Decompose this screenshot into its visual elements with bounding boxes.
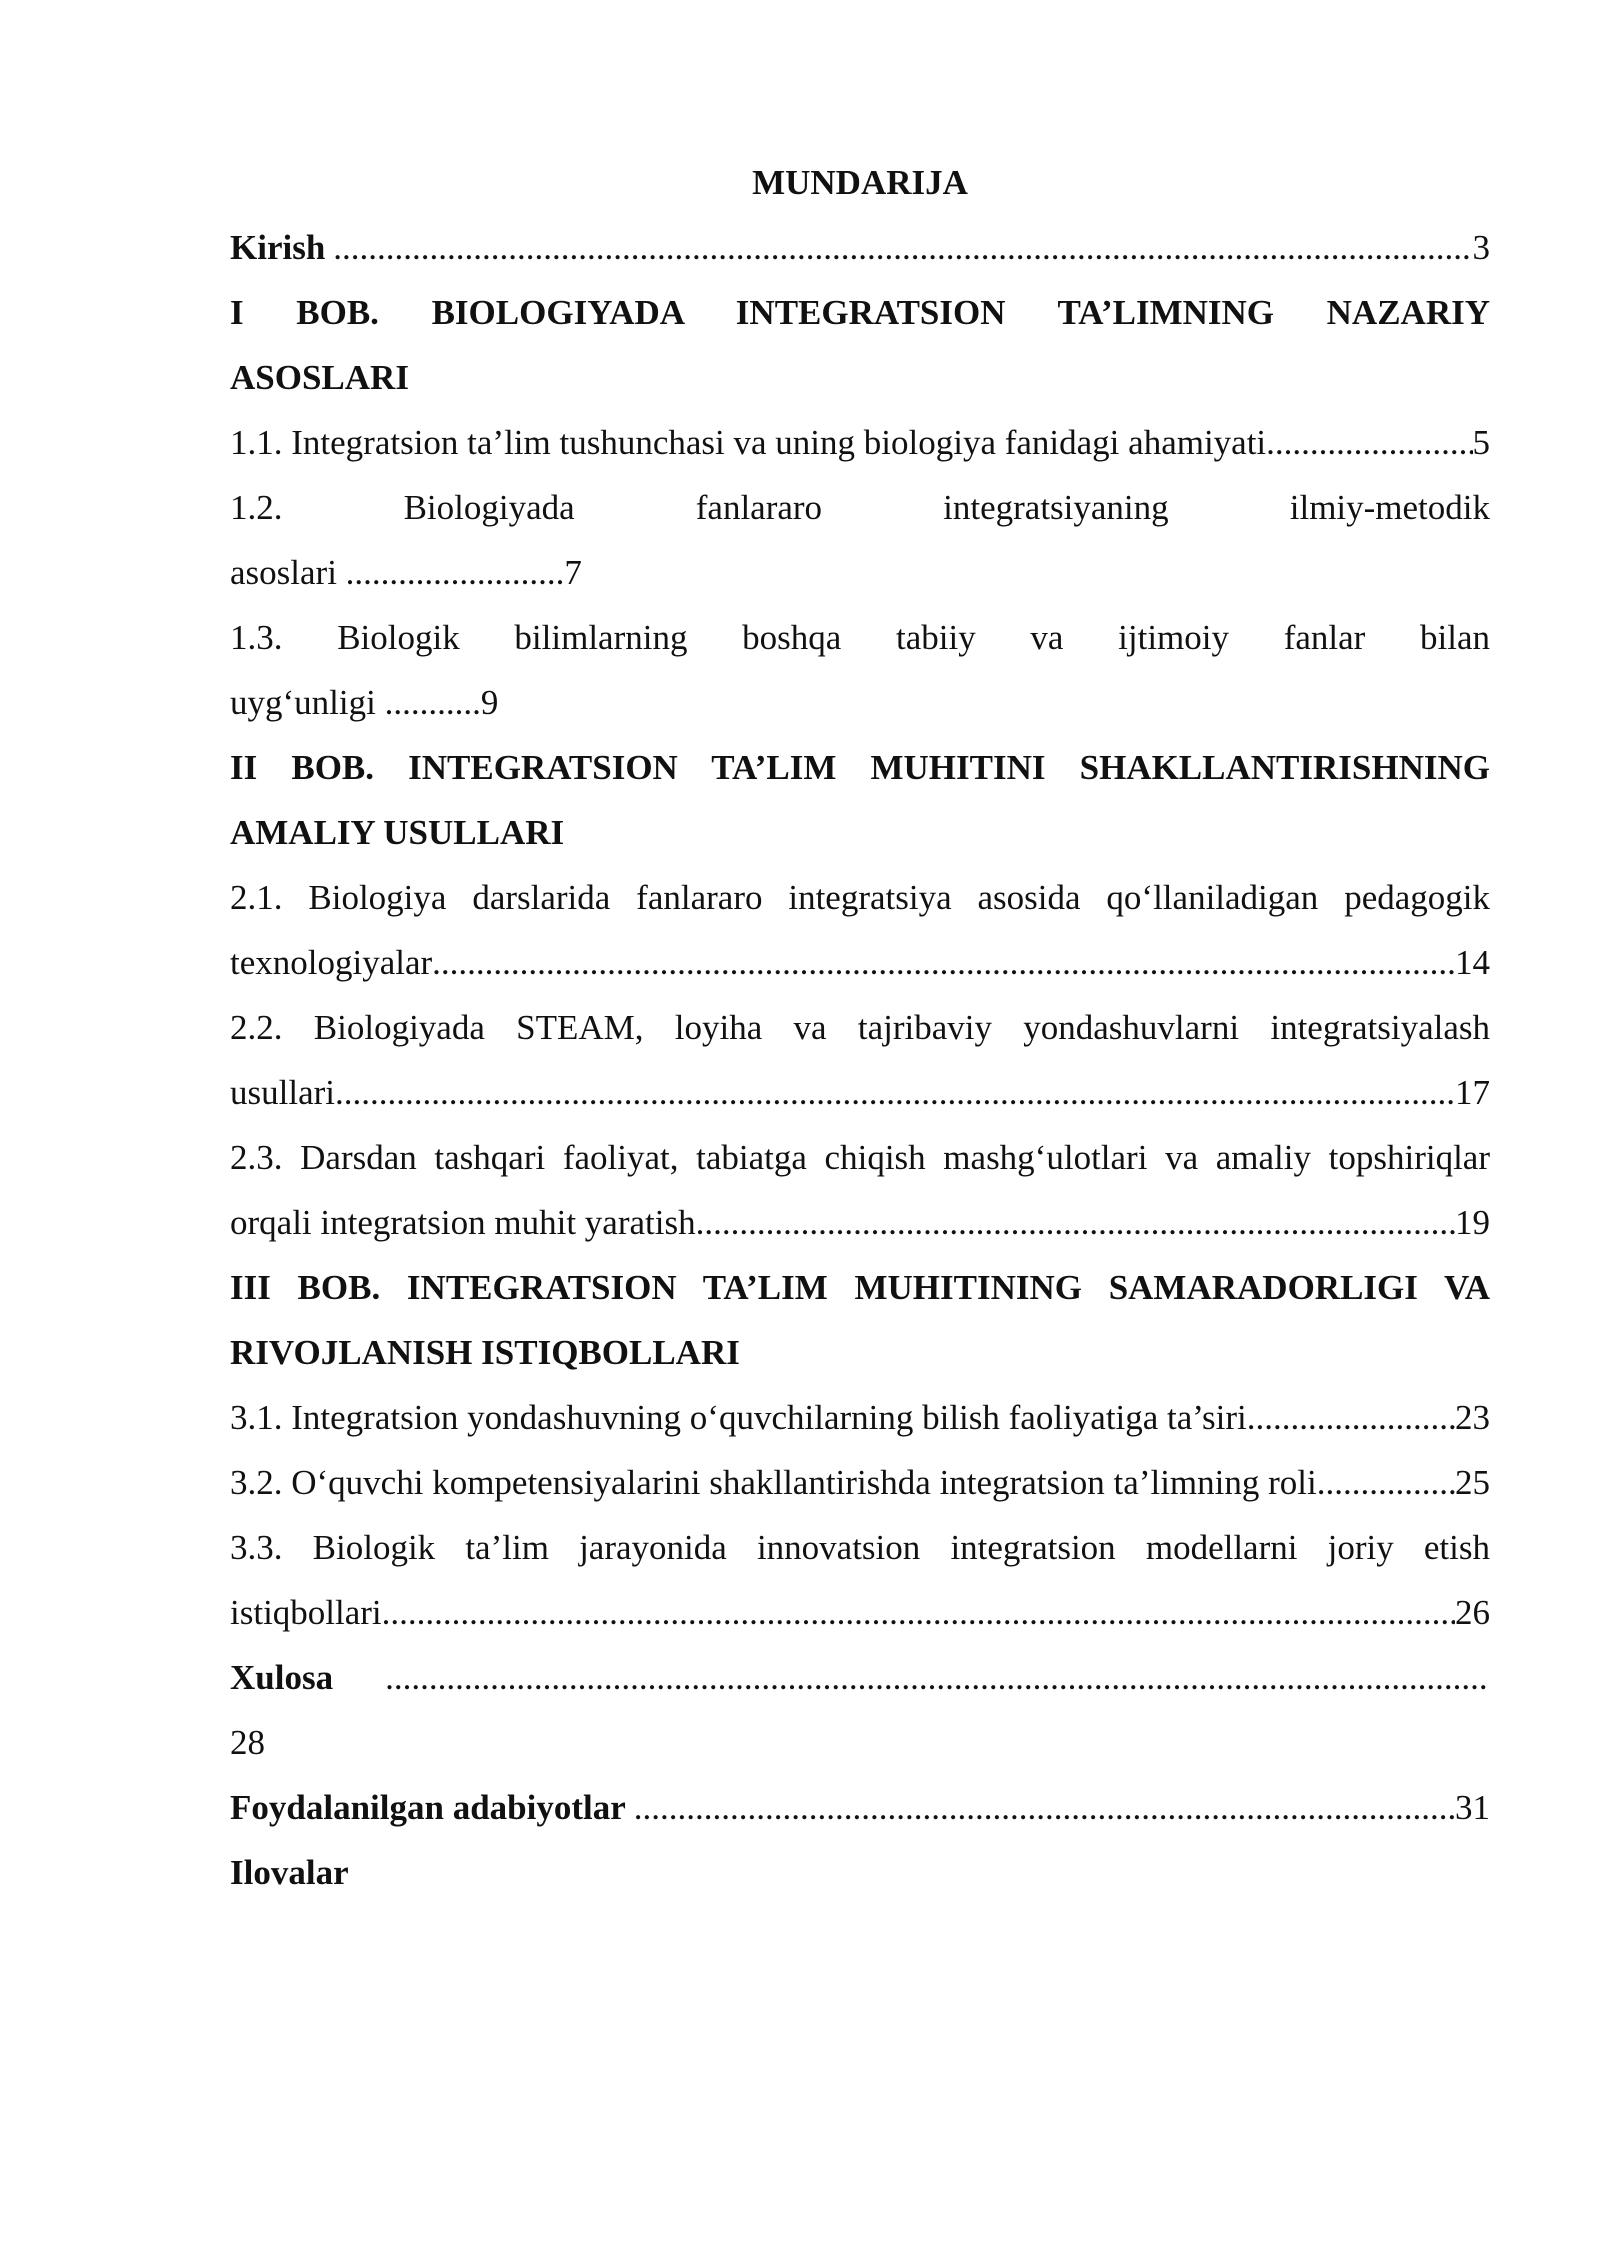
toc-entry-label: Kirish xyxy=(230,228,326,267)
toc-entry-label: Xulosa xyxy=(230,1658,334,1697)
toc-entry-label: 3.1. Integratsion yondashuvning o‘quvchilarning bilish faoliyatiga ta’siri xyxy=(230,1398,1247,1437)
toc-leader-dots xyxy=(634,1775,1455,1840)
toc-entry-ilovalar: Ilovalar xyxy=(230,1853,349,1892)
chapter-1-heading-cont: ASOSLARI xyxy=(230,358,409,397)
toc-leader-dots xyxy=(696,1190,1455,1255)
toc-entry-1-1 xyxy=(230,410,1490,475)
toc-entry-label: usullari xyxy=(230,1073,335,1112)
toc-entry-3-1 xyxy=(230,1385,1490,1450)
toc-entry-kirish xyxy=(230,215,1490,280)
chapter-3-heading-cont: RIVOJLANISH ISTIQBOLLARI xyxy=(230,1333,740,1372)
toc-entry-adabiyotlar xyxy=(230,1775,1490,1840)
toc-entry-2-3-cont xyxy=(230,1190,1490,1255)
toc-leader-dots xyxy=(335,1060,1455,1125)
toc-page-number: 5 xyxy=(1472,423,1490,462)
toc-page-number: 17 xyxy=(1455,1073,1490,1112)
toc-entry-3-3-cont xyxy=(230,1580,1490,1645)
toc-entry-label: Foydalanilgan adabiyotlar xyxy=(230,1788,626,1827)
toc-entry-2-1-cont xyxy=(230,930,1490,995)
toc-title: MUNDARIJA xyxy=(752,163,968,202)
chapter-2-heading: II BOB. INTEGRATSION TA’LIM MUHITINI SHAKLLANTIRISHNING xyxy=(230,748,1490,787)
toc-page-number: 25 xyxy=(1455,1463,1490,1502)
toc-entry-1-3: 1.3. Biologik bilimlarning boshqa tabiiy va ijtimoiy fanlar bilan xyxy=(230,618,1490,657)
toc-entry-xulosa-page: 28 xyxy=(230,1723,265,1762)
toc-entry-2-3: 2.3. Darsdan tashqari faoliyat, tabiatga chiqish mashg‘ulotlari va amaliy topshiriqlar xyxy=(230,1138,1490,1177)
toc-entry-3-3: 3.3. Biologik ta’lim jarayonida innovatsion integratsion modellarni joriy etish xyxy=(230,1528,1490,1567)
toc-page-number: 26 xyxy=(1455,1593,1490,1632)
toc-entry-3-2 xyxy=(230,1450,1490,1515)
toc-entry-label: 3.2. O‘quvchi kompetensiyalarini shakllantirishda integratsion ta’limning roli xyxy=(230,1463,1317,1502)
toc-leader-dots xyxy=(432,930,1455,995)
chapter-3-heading: III BOB. INTEGRATSION TA’LIM MUHITINING SAMARADORLIGI VA xyxy=(230,1268,1490,1307)
toc-page-number: 23 xyxy=(1455,1398,1490,1437)
toc-entry-xulosa xyxy=(230,1645,1490,1710)
toc-leader-dots: ........... xyxy=(384,683,481,722)
toc-leader-dots: ......................... xyxy=(345,553,565,592)
toc-entry-2-2-cont xyxy=(230,1060,1490,1125)
chapter-2-heading-cont: AMALIY USULLARI xyxy=(230,813,565,852)
chapter-1-heading: I BOB. BIOLOGIYADA INTEGRATSION TA’LIMNING NAZARIY xyxy=(230,293,1490,332)
toc-entry-label: asoslari xyxy=(230,553,346,592)
toc-leader-dots xyxy=(1247,1385,1455,1450)
toc-leader-dots xyxy=(1317,1450,1455,1515)
toc-leader-dots xyxy=(333,215,1472,280)
toc-page-number: 3 xyxy=(1472,228,1490,267)
toc-entry-label: 1.1. Integratsion ta’lim tushunchasi va uning biologiya fanidagi ahamiyati xyxy=(230,423,1267,462)
toc-entry-label: istiqbollari xyxy=(230,1593,382,1632)
toc-leader-dots xyxy=(385,1645,1490,1710)
toc-entry-label: orqali integratsion muhit yaratish xyxy=(230,1203,696,1242)
toc-page-number: 19 xyxy=(1455,1203,1490,1242)
toc-entry-2-1: 2.1. Biologiya darslarida fanlararo integratsiya asosida qo‘llaniladigan pedagogik xyxy=(230,878,1490,917)
toc-entry-label: uyg‘unligi xyxy=(230,683,385,722)
toc-entry-1-2-cont xyxy=(230,540,1490,605)
toc-entry-1-3-cont xyxy=(230,670,1490,735)
table-of-contents xyxy=(230,150,1490,1905)
toc-leader-dots xyxy=(382,1580,1455,1645)
toc-page-number: 7 xyxy=(564,553,582,592)
toc-page-number: 14 xyxy=(1455,943,1490,982)
toc-leader-dots xyxy=(1266,410,1472,475)
toc-entry-label: texnologiyalar xyxy=(230,943,433,982)
toc-entry-1-2: 1.2. Biologiyada fanlararo integratsiyaning ilmiy-metodik xyxy=(230,488,1490,527)
toc-entry-2-2: 2.2. Biologiyada STEAM, loyiha va tajribaviy yondashuvlarni integratsiyalash xyxy=(230,1008,1490,1047)
toc-page-number: 31 xyxy=(1455,1788,1490,1827)
toc-page-number: 9 xyxy=(480,683,499,722)
